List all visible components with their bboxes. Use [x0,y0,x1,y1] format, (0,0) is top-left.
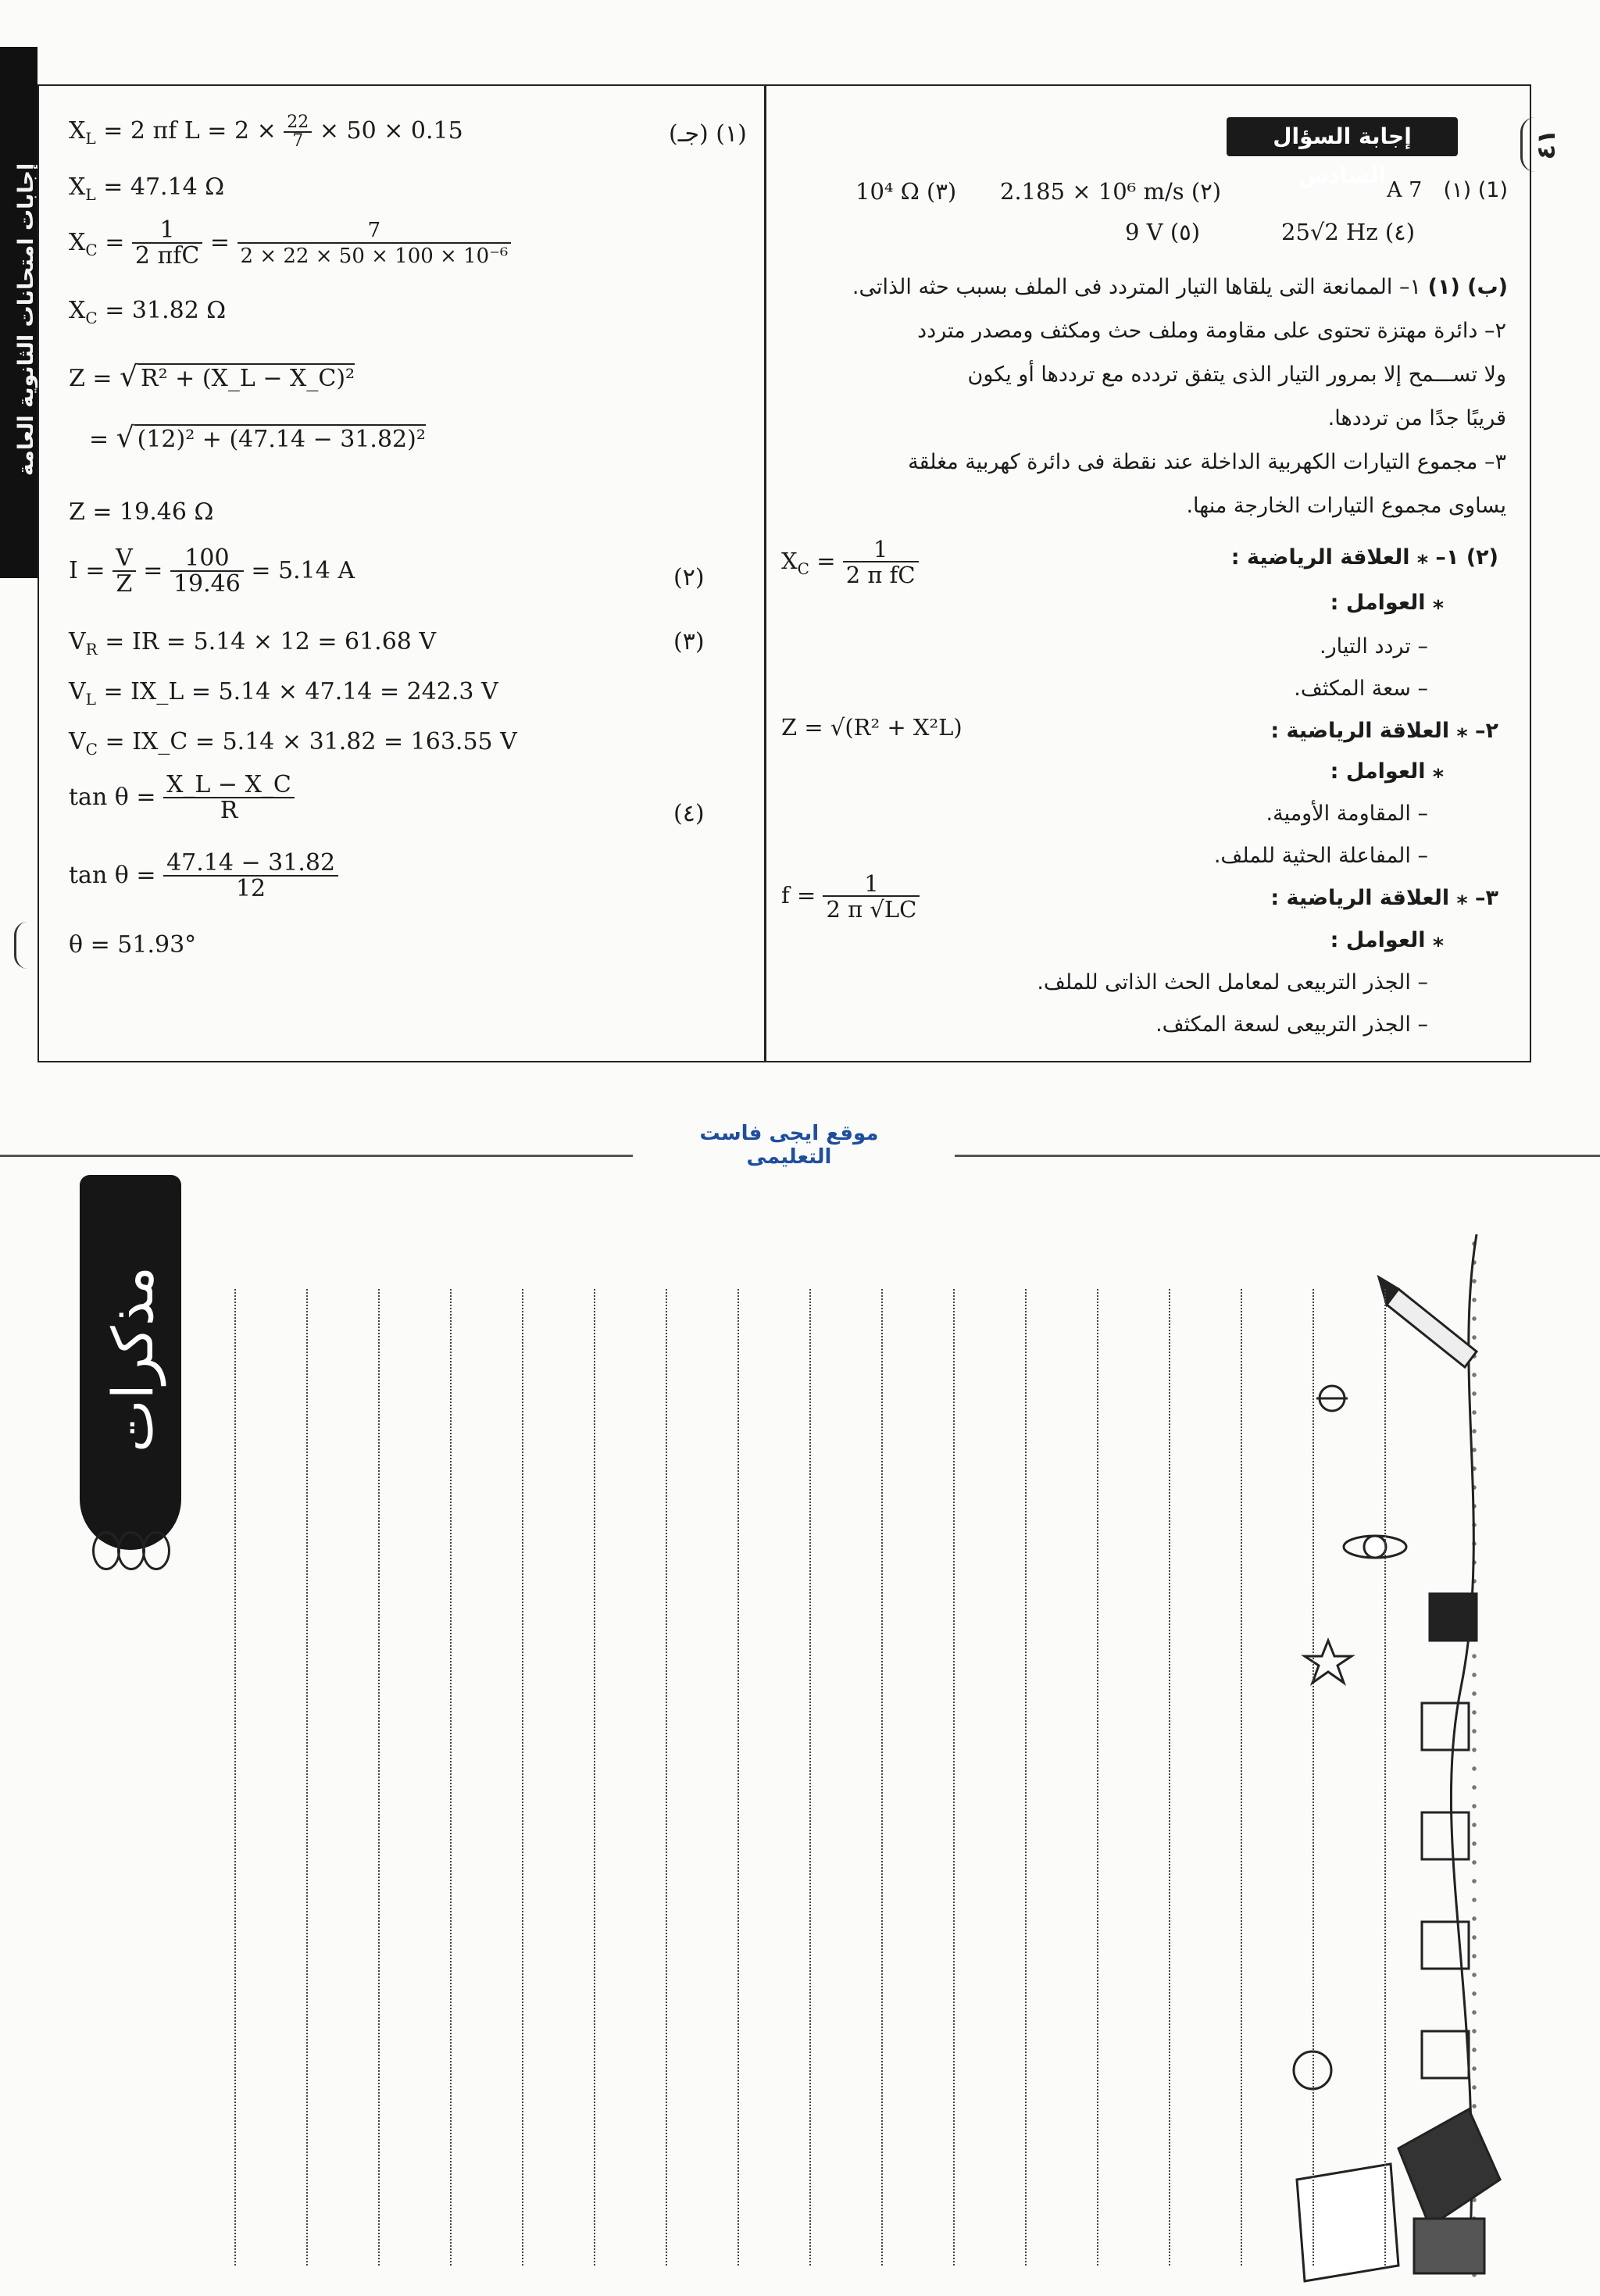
b2-group1-heading [1231,545,1498,570]
calc-i-frac1-num: V [112,547,136,572]
marker-2: (٢) [673,564,705,591]
calc-i-tail: = 5.14 A [251,557,355,584]
b2-group3-factors-heading: ⁎ العوامل : [1330,928,1444,952]
calc-xc-frac1 [132,216,202,270]
formula-f-den: 2 π √LC [826,896,917,923]
b2-group3-factor2: – الجذر التربيعى لسعة المكثف. [1155,1012,1428,1037]
formula-f: f = $\frac{1}{2 \pi √LC}$ [781,872,920,922]
calc-xc-1: $X_C$ = $\frac{1}{\text{2 πfC}}$ = $\frac{7}{\text{2 × 22 × 50 × 100 × 10⁻⁶}}$ [69,219,511,269]
answer-3 [855,178,956,205]
calc-xl-1-frac-num: 22 [284,114,312,133]
calc-i-frac1-den: Z [116,570,133,598]
note-line [522,1289,523,2266]
calc-theta: θ = 51.93° [69,931,197,959]
b2-group2-heading: ٢– ⁎ العلاقة الرياضية : [1270,719,1498,743]
column-divider [764,84,766,1062]
answer-5-num: (٥) [1170,219,1201,245]
notes-label: مذكرات [100,1266,166,1453]
calc-i-frac1 [112,547,136,597]
part-b-line5: ٣– مجموع التيارات الكهربية الداخلة عند نقطة فى دائرة كهربية مغلقة [908,450,1506,474]
formula-z-rl: Z = √(R² + X²L) [781,714,962,741]
calc-xc-2: $X_C = 31.82$ Ω [69,297,227,327]
answer-5-value: 9 V [1125,219,1163,245]
calc-z-2: = √ (12)² + (47.14 − 31.82)² [89,422,426,454]
calc-z-1-radicand: R² + (X_L − X_C)² [138,363,355,392]
calc-tan-1-den: R [220,797,238,824]
page-number: ٤١ [1531,129,1561,160]
note-line [1241,1289,1242,2266]
formula-xc-den: 2 π fC [845,562,916,588]
calc-z-1: Z = √ R² + (X_L − X_C)² [69,361,355,393]
calc-i-frac2 [170,547,244,597]
part-b-item1: ١– الممانعة التى يلقاها التيار المتردد فى الملف بسبب حثه الذاتى. [852,275,1422,299]
part-a-label: (1) (١) [1443,178,1508,202]
answer-4-num: (٤) [1384,219,1416,245]
calc-vr: $V_R$ = IR = 5.14 × 12 = 61.68 V [69,628,437,659]
note-line [594,1289,595,2266]
calc-xc-frac2-den: 2 × 22 × 50 × 100 × 10⁻⁶ [240,245,509,268]
calc-xl-1: $X_L = 2$ πf L = 2 × $\frac{22}{7}$ × 50 × 0.15 [69,112,463,151]
calc-xc-frac2 [238,219,512,269]
calc-z-3: Z = 19.46 Ω [69,498,214,526]
footer-site-name: موقع ايجى فاست التعليمى [699,1122,879,1169]
note-line [1097,1289,1098,2266]
calc-vc: $V_C$ = IX_C = 5.14 × 31.82 = 163.55 V [69,728,517,759]
note-line [1169,1289,1170,2266]
part-b-line6: يساوى مجموع التيارات الخارجة منها. [1186,494,1506,518]
note-line [234,1289,236,2266]
part-c-label: (١) (جـ) [669,120,747,148]
b2-group3-heading: ٣– ⁎ العلاقة الرياضية : [1270,886,1498,910]
formula-xc [781,537,919,587]
answer-4 [1281,219,1415,245]
answer-3-num: (٣) [927,178,957,205]
calc-xl-2-text: = 47.14 Ω [103,173,225,201]
b2-group1-heading-text: ١– ⁎ العلاقة الرياضية : [1230,545,1459,570]
calc-vl-text: = IX_L = 5.14 × 47.14 = 242.3 V [103,678,498,705]
b2-group3-factor1: – الجذر التربيعى لمعامل الحث الذاتى للملف. [1037,970,1428,994]
b2-group2-factors-heading: ⁎ العوامل : [1330,759,1444,784]
note-line [953,1289,955,2266]
calc-i-frac2-num: 100 [170,547,244,572]
calc-tan-1-num: X_L − X_C [163,773,295,798]
b2-group1-factor2: – سعة المكثف. [1294,677,1428,701]
note-line [1025,1289,1027,2266]
answer-2 [1000,178,1221,205]
calc-vl: $V_L$ = IX_L = 5.14 × 47.14 = 242.3 V [69,678,498,709]
side-title: إجابات امتحانات الثانوية العامة [14,162,38,477]
formula-xc-lhs: X [781,548,798,574]
part-b-line1 [852,275,1508,299]
calc-xl-2: $X_L = 47.14$ Ω [69,173,225,204]
marker-3: (٣) [673,628,705,655]
binder-ring-icon [117,1531,145,1570]
footer-rule-left [0,1155,633,1157]
calc-i: I = $\frac{V}{Z}$ = $\frac{100}{19.46}$ = 5.14 A [69,545,355,598]
calc-tan-1: tan θ = $\frac{X\_L - X\_C}{R}$ [69,773,295,823]
note-line [809,1289,811,2266]
marker-4: (٤) [673,800,705,827]
b2-group2-factor2: – المفاعلة الحثية للملف. [1213,844,1428,868]
b2-group1-factor1: – تردد التيار. [1320,634,1428,659]
answer-1-value: 7 A [1387,178,1423,202]
note-line [666,1289,667,2266]
note-line [738,1289,739,2266]
calc-i-frac2-den: 19.46 [173,570,241,598]
calc-tan-2-den: 12 [235,875,266,902]
part-b2-label: (٢) [1466,545,1498,570]
calc-xc-frac2-num: 7 [238,219,512,244]
note-line [378,1289,380,2266]
note-line [1384,1289,1386,2266]
answer-2-value: 2.185 × 10⁶ m/s [1000,178,1184,205]
binder-ring-icon [92,1531,120,1570]
formula-xc-num: 1 [843,537,919,562]
part-b-label: (ب) (١) [1427,275,1508,299]
formula-f-lhs: f [781,882,790,909]
calc-tan-2-frac [163,849,338,902]
note-line [881,1289,883,2266]
footer-rule-right [955,1155,1600,1157]
part-b-line2: ٢– دائرة مهتزة تحتوى على مقاومة وملف حث ومكثف ومصدر متردد [917,319,1506,343]
calc-z-2-radicand: (12)² + (47.14 − 31.82)² [134,424,426,453]
answer-3-value: 10⁴ Ω [855,178,920,205]
part-b-line3: ولا تســـمح إلا بمرور التيار الذى يتفق تردده مع ترددها أو يكون [967,362,1506,387]
b2-group2-factor1: – المقاومة الأومية. [1266,802,1428,826]
formula-xc-frac [843,537,919,587]
calc-xl-1-frac [284,114,312,150]
formula-xc-sub: C [797,559,809,578]
calc-xc-frac1-num: 1 [132,219,202,244]
b2-group1-factors-heading: ⁎ العوامل : [1330,591,1444,615]
formula-f-num: 1 [823,872,920,897]
formula-xc-eq: = [816,548,836,574]
calc-vr-text: = IR = 5.14 × 12 = 61.68 V [105,628,437,655]
answer-5 [1125,219,1200,245]
calc-xc-2-text: = 31.82 Ω [105,297,227,324]
note-line [450,1289,452,2266]
note-line [306,1289,308,2266]
calc-xc-frac1-den: 2 πfC [134,242,200,270]
school-doodles-icon [1281,1219,1516,2289]
calc-tan-2-num: 47.14 − 31.82 [163,852,338,877]
calc-xl-1-text: = 2 πf L = 2 × [103,117,277,145]
answer-4-value: 25√2 Hz [1281,219,1378,245]
part-b-line4: قريبًا جدًا من ترددها. [1327,406,1506,430]
calc-tan-2: tan θ = $\frac{47.14 - 31.82}{12}$ [69,852,338,902]
calc-xl-1-tail: × 50 × 0.15 [319,117,463,145]
answer-2-num: (٢) [1191,178,1222,205]
formula-f-frac [823,872,920,922]
left-brace [14,922,27,969]
calc-vc-text: = IX_C = 5.14 × 31.82 = 163.55 V [105,728,517,755]
note-line [1312,1289,1314,2266]
part-a-row1 [1387,178,1508,202]
section-title: إجابة السؤال السادس [1227,117,1458,156]
binder-ring-icon [142,1531,170,1570]
calc-tan-1-frac [163,773,295,823]
calc-xl-1-frac-den: 7 [292,131,304,151]
